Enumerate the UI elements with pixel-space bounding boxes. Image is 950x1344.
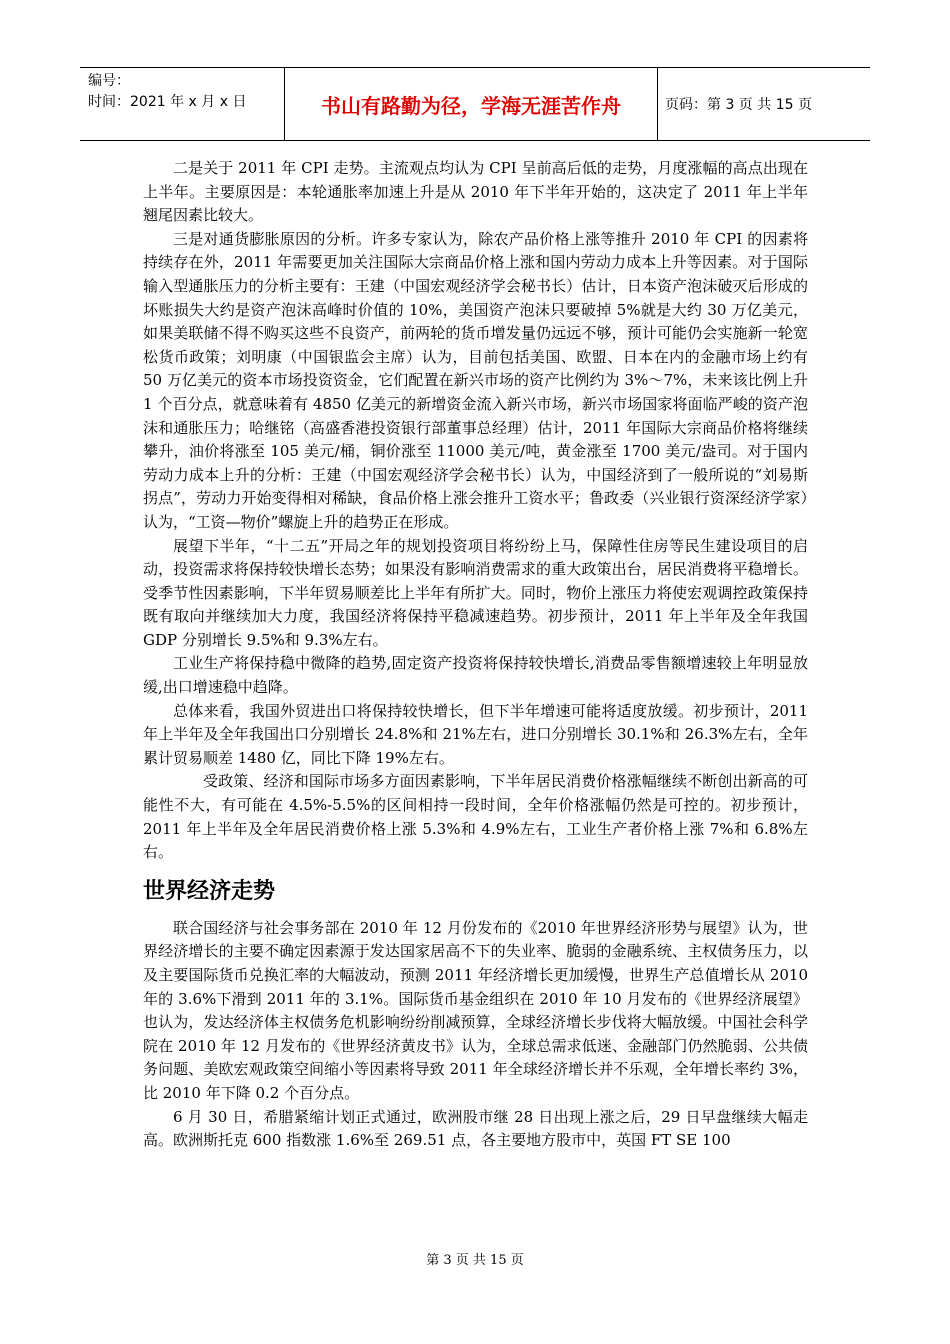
header-page-info: 页码：第 3 页 共 15 页 [665,97,812,113]
paragraph-industry: 工业生产将保持稳中微降的趋势,固定资产投资将保持较快增长,消费品零售额增速较上年明显放缓,出口增速稳中趋降。 [143,654,808,697]
paragraph-world-outlook: 联合国经济与社会事务部在 2010 年 12 月份发布的《2010 年世界经济形势与展望》认为，世界经济增长的主要不确定因素源于发达国家居高不下的失业率、脆弱的金融系统、主权债务压力，以及主要国际货币兑换汇率的大幅波动，预测 2011 年经济增长更加缓慢，世界生产总值增长从 2010 年的 3.6%下滑到 2011 年的 3.1%。国际货币基金组织在 2010 年 10 月发布的《世界经济展望》也认为，发达经济体主权债务危机影响纷纷削减预算，全球经济增长步伐将大幅放缓。中国社会科学院在 2010 年 12 月发布的《世界经济黄皮书》认为，全球总需求低迷、金融部门仍然脆弱、公共债务问题、美欧宏观政策空间缩小等因素将导致 2011 年全球经济增长并不乐观，全年增长率约 3%，比 2010 年下降 0.2 个百分点。 [143,918,808,1102]
header-motto: 书山有路勤为径，学海无涯苦作舟 [285,68,658,140]
document-body [143,157,808,1153]
page-header [80,67,870,141]
paragraph-cpi-trend: 二是关于 2011 年 CPI 走势。主流观点均认为 CPI 呈前高后低的走势，月度涨幅的高点出现在上半年。主要原因是：本轮通胀率加速上升是从 2010 年下半年开始的，这决定了 2011 年上半年翘尾因素比较大。 [143,159,808,225]
paragraph-prices: 受政策、经济和国际市场多方面因素影响，下半年居民消费价格涨幅继续不断创出新高的可能性不大，有可能在 4.5%-5.5%的区间相持一段时间，全年价格涨幅仍然是可控的。初步预计，2011 年上半年及全年居民消费价格上涨 5.3%和 4.9%左右，工业生产者价格上涨 7%和 6.8%左右。 [143,772,808,862]
paragraph-trade: 总体来看，我国外贸进出口将保持较快增长，但下半年增速可能将适度放缓。初步预计，2011 年上半年及全年我国出口分别增长 24.8%和 21%左右，进口分别增长 30.1%和 26.3%左右，全年累计贸易顺差 1480 亿，同比下降 19%左右。 [143,701,808,767]
section-title-world-economy: 世界经济走势 [143,878,276,904]
paragraph-outlook: 展望下半年，“十二五”开局之年的规划投资项目将纷纷上马，保障性住房等民生建设项目的启动，投资需求将保持较快增长态势；如果没有影响消费需求的重大政策出台，居民消费将平稳增长。受季节性因素影响，下半年贸易顺差比上半年有所扩大。同时，物价上涨压力将使宏观调控政策保持既有取向并继续加大力度，我国经济将保持平稳减速趋势。初步预计，2011 年上半年及全年我国 GDP 分别增长 9.5%和 9.3%左右。 [143,536,808,649]
page-footer: 第 3 页 共 15 页 [426,1253,524,1268]
paragraph-inflation-causes: 三是对通货膨胀原因的分析。许多专家认为，除农产品价格上涨等推升 2010 年 CPI 的因素将持续存在外，2011 年需要更加关注国际大宗商品价格上涨和国内劳动力成本上升等因素。对于国际输入型通胀压力的分析主要有：王建（中国宏观经济学会秘书长）估计，日本资产泡沫破灭后形成的坏账损失大约是资产泡沫高峰时价值的 10%，美国资产泡沫只要破掉 5%就是大约 30 万亿美元，如果美联储不得不购买这些不良资产，前两轮的货币增发量仍远远不够，预计可能仍会实施新一轮宽松货币政策；刘明康（中国银监会主席）认为，目前包括美国、欧盟、日本在内的金融市场上约有 50 万亿美元的资本市场投资资金，它们配置在新兴市场的资产比例约为 3%～7%，未来该比例上升 1 个百分点，就意味着有 4850 亿美元的新增资金流入新兴市场，新兴市场国家将面临严峻的资产泡沫和通胀压力；哈继铭（高盛香港投资银行部董事总经理）估计，2011 年国际大宗商品价格将继续攀升，油价将涨至 105 美元/桶，铜价涨至 11000 美元/吨，黄金涨至 1700 美元/盎司。对于国内劳动力成本上升的分析：王建（中国宏观经济学会秘书长）认为，中国经济到了一般所说的“刘易斯拐点”，劳动力开始变得相对稀缺，食品价格上涨会推升工资水平；鲁政委（兴业银行资深经济学家）认为，“工资—物价”螺旋上升的趋势正在形成。 [143,229,808,531]
paragraph-greece-markets: 6 月 30 日，希腊紧缩计划正式通过，欧洲股市继 28 日出现上涨之后，29 日早盘继续大幅走高。欧洲斯托克 600 指数涨 1.6%至 269.51 点，各主要地方股市中，英国 FT SE 100 [143,1107,808,1150]
document-number-label: 编号： [88,73,130,89]
header-meta-cell [80,68,285,140]
document-time-label: 时间：2021 年 x 月 x 日 [88,94,247,110]
